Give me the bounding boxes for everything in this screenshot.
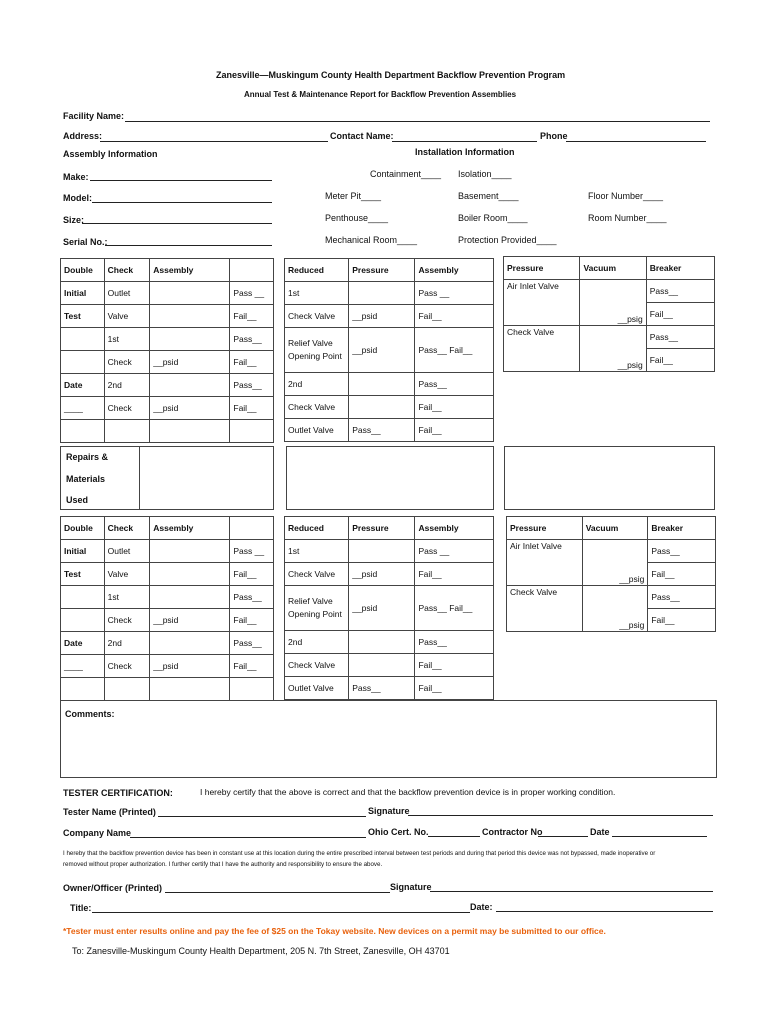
isolation-option[interactable]: Isolation____ [458, 169, 512, 179]
assembly-info-heading: Assembly Information [63, 149, 158, 159]
room-number-option[interactable]: Room Number____ [588, 213, 667, 223]
dc-2nd-psid[interactable]: __psid [150, 397, 230, 420]
pvb-check-pass[interactable]: Pass__ [646, 326, 714, 349]
owner-date-label: Date: [470, 902, 493, 912]
basement-option[interactable]: Basement____ [458, 191, 519, 201]
rp-2nd-pass[interactable]: Pass__ [415, 373, 494, 396]
rp2-1st-fail[interactable]: Fail__ [415, 563, 494, 586]
dc2-2nd-psid[interactable]: __psid [150, 655, 230, 678]
floor-number-option[interactable]: Floor Number____ [588, 191, 664, 201]
pvb-repairs-box[interactable] [504, 446, 715, 510]
dc2-1st-psid[interactable]: __psid [150, 609, 230, 632]
facility-name-field[interactable] [125, 121, 710, 122]
tester-name-label: Tester Name (Printed) [63, 807, 156, 817]
repairs-box[interactable] [60, 446, 274, 510]
comments-label: Comments: [65, 709, 115, 719]
reduced-pressure-table-1 [284, 258, 494, 442]
containment-option[interactable]: Containment____ [370, 169, 442, 179]
dc2-2nd-check: Check [104, 655, 150, 678]
rp2-1st-pass[interactable]: Pass __ [415, 540, 494, 563]
dc2-1st-fail[interactable]: Fail__ [230, 609, 274, 632]
rp2-outlet-valve: Outlet Valve [285, 677, 349, 700]
dc2-header-double: Double [61, 517, 105, 540]
pvb-header-vacuum: Vacuum [580, 257, 646, 280]
pvb-check-fail[interactable]: Fail__ [646, 349, 714, 372]
contractor-no-label: Contractor No [482, 827, 543, 837]
rp-outlet-fail[interactable]: Fail__ [415, 419, 494, 442]
rp-outlet-pass[interactable]: Pass__ [349, 419, 415, 442]
dc2-header-assembly: Assembly [150, 517, 230, 540]
protection-provided-option[interactable]: Protection Provided____ [458, 235, 557, 245]
double-check-table-2 [60, 516, 274, 701]
dc2-1st: 1st [104, 586, 150, 609]
dc2-date-field[interactable]: ____ [61, 655, 105, 678]
tester-certification-label: TESTER CERTIFICATION: [63, 788, 173, 798]
dc2-outlet-fail[interactable]: Fail__ [230, 563, 274, 586]
rp2-relief-psid[interactable]: __psid [349, 586, 415, 631]
rp-outlet-valve: Outlet Valve [285, 419, 349, 442]
pvb2-check-valve: Check Valve [507, 586, 583, 632]
pvb2-check-pass[interactable]: Pass__ [648, 586, 716, 609]
dc-valve-reading[interactable] [150, 305, 230, 328]
pvb-air-psig[interactable]: __psig [580, 280, 646, 326]
rp2-2nd: 2nd [285, 631, 349, 654]
address-label: Address: [63, 131, 103, 141]
dc-header-double: Double [61, 259, 105, 282]
notice-text: *Tester must enter results online and pay the fee of $25 on the Tokay website. New devices on a permit may be submitted to our office. [63, 926, 606, 936]
pvb2-header-breaker: Breaker [648, 517, 716, 540]
pvb-air-fail[interactable]: Fail__ [646, 303, 714, 326]
rp-1st-fail[interactable]: Fail__ [415, 305, 494, 328]
dc-2nd-fail[interactable]: Fail__ [230, 397, 274, 420]
dc-header-check: Check [104, 259, 150, 282]
fine-print-1: I hereby that the backflow prevention device has been in constant use at this location during the entire prescribed interval between test periods and during that period this device was not bypassed, made inoperative or [63, 850, 656, 857]
mail-to-address: To: Zanesville-Muskingum County Health Department, 205 N. 7th Street, Zanesville, OH 43701 [72, 946, 450, 956]
repairs-label-1: Repairs & [66, 452, 109, 462]
size-field[interactable] [82, 223, 272, 224]
dc2-outlet-pass[interactable]: Pass __ [230, 540, 274, 563]
rp2-check-psid[interactable]: __psid [349, 563, 415, 586]
dc-1st-psid[interactable]: __psid [150, 351, 230, 374]
rp-header-pressure: Pressure [349, 259, 415, 282]
rp-relief-pass-fail[interactable]: Pass__ Fail__ [415, 328, 494, 373]
title-label: Title: [70, 903, 92, 913]
rp2-outlet-pass[interactable]: Pass__ [349, 677, 415, 700]
owner-date-field[interactable] [496, 911, 713, 912]
fine-print-2: removed without proper authorization. I further certify that I have the authority and responsibility to ensure the above. [63, 861, 383, 868]
rp-relief-valve: Relief Valve Opening Point [285, 328, 349, 373]
ohio-cert-label: Ohio Cert. No. [368, 827, 429, 837]
cert-date-label: Date [590, 827, 610, 837]
pvb-header-breaker: Breaker [646, 257, 714, 280]
reduced-pressure-table-2 [284, 516, 494, 700]
dc-initial: Initial [61, 282, 105, 305]
dc-1st-check: Check [104, 351, 150, 374]
dc2-valve-reading[interactable] [150, 563, 230, 586]
tester-signature-field[interactable] [408, 815, 713, 816]
pvb2-check-psig[interactable]: __psig [582, 586, 648, 632]
pvb2-air-inlet: Air Inlet Valve [507, 540, 583, 586]
model-field[interactable] [92, 202, 272, 203]
company-name-label: Company Name [63, 828, 132, 838]
rp2-outlet-fail[interactable]: Fail__ [415, 677, 494, 700]
header-title: Zanesville—Muskingum County Health Department Backflow Prevention Program [216, 70, 566, 80]
rp2-header-assembly: Assembly [415, 517, 494, 540]
pvb2-header-vacuum: Vacuum [582, 517, 648, 540]
dc-outlet-pass[interactable]: Pass __ [230, 282, 274, 305]
rp2-header-reduced: Reduced [285, 517, 349, 540]
pvb-air-pass[interactable]: Pass__ [646, 280, 714, 303]
owner-signature-field[interactable] [430, 891, 713, 892]
rp-relief-psid[interactable]: __psid [349, 328, 415, 373]
tester-signature-label: Signature [368, 806, 410, 816]
company-name-field[interactable] [130, 837, 366, 838]
facility-name-label: Facility Name: [63, 111, 125, 121]
rp2-1st: 1st [285, 540, 349, 563]
certification-statement: I hereby certify that the above is correct and that the backflow prevention device is in proper working condition. [200, 787, 616, 797]
dc-outlet-fail[interactable]: Fail__ [230, 305, 274, 328]
dc-date-field[interactable]: ____ [61, 397, 105, 420]
size-label: Size: [63, 215, 85, 225]
dc-header-assembly: Assembly [150, 259, 230, 282]
dc2-1st-pass[interactable]: Pass__ [230, 586, 274, 609]
contractor-no-field[interactable] [538, 836, 588, 837]
rp2-2nd-fail[interactable]: Fail__ [415, 654, 494, 677]
rp2-header-pressure: Pressure [349, 517, 415, 540]
rp-2nd: 2nd [285, 373, 349, 396]
phone-field[interactable] [566, 141, 706, 142]
contact-name-field[interactable] [392, 141, 537, 142]
pvb-table-2 [506, 516, 716, 632]
dc-1st: 1st [104, 328, 150, 351]
rp2-relief-pass-fail[interactable]: Pass__ Fail__ [415, 586, 494, 631]
address-field[interactable] [100, 141, 328, 142]
dc-valve: Valve [104, 305, 150, 328]
dc2-2nd: 2nd [104, 632, 150, 655]
rp2-1st-reading[interactable] [349, 540, 415, 563]
pvb-check-psig[interactable]: __psig [580, 326, 646, 372]
pvb-header-pressure: Pressure [504, 257, 580, 280]
dc-2nd-check: Check [104, 397, 150, 420]
rp2-2nd-check-valve: Check Valve [285, 654, 349, 677]
rp-1st: 1st [285, 282, 349, 305]
installation-info-heading: Installation Information [415, 147, 515, 157]
dc2-header-check: Check [104, 517, 150, 540]
dc2-outlet: Outlet [104, 540, 150, 563]
make-field[interactable] [90, 180, 272, 181]
cert-date-field[interactable] [612, 836, 707, 837]
title-field[interactable] [92, 912, 470, 913]
pvb2-check-fail[interactable]: Fail__ [648, 609, 716, 632]
header-subtitle: Annual Test & Maintenance Report for Backflow Prevention Assemblies [244, 90, 517, 99]
dc2-test: Test [61, 563, 105, 586]
repairs-label-3: Used [66, 495, 89, 505]
dc2-valve: Valve [104, 563, 150, 586]
rp2-2nd-pass[interactable]: Pass__ [415, 631, 494, 654]
phone-label: Phone [540, 131, 568, 141]
dc2-date: Date [61, 632, 105, 655]
dc2-2nd-pass[interactable]: Pass__ [230, 632, 274, 655]
rp-2nd-check-valve: Check Valve [285, 396, 349, 419]
contact-name-label: Contact Name: [330, 131, 394, 141]
dc2-initial: Initial [61, 540, 105, 563]
dc2-outlet-reading[interactable] [150, 540, 230, 563]
rp-1st-reading[interactable] [349, 282, 415, 305]
make-label: Make: [63, 172, 89, 182]
owner-name-field[interactable] [165, 892, 390, 893]
double-check-table-1 [60, 258, 274, 443]
penthouse-option[interactable]: Penthouse____ [325, 213, 389, 223]
ohio-cert-field[interactable] [428, 836, 480, 837]
rp-header-assembly: Assembly [415, 259, 494, 282]
repairs-label-2: Materials [66, 474, 106, 484]
rp-header-reduced: Reduced [285, 259, 349, 282]
pvb-check-valve: Check Valve [504, 326, 580, 372]
rp-check-valve: Check Valve [285, 305, 349, 328]
rp-1st-pass[interactable]: Pass __ [415, 282, 494, 305]
serial-field[interactable] [105, 245, 272, 246]
rp-check-psid[interactable]: __psid [349, 305, 415, 328]
dc2-2nd-fail[interactable]: Fail__ [230, 655, 274, 678]
pvb2-air-pass[interactable]: Pass__ [648, 540, 716, 563]
dc2-1st-check: Check [104, 609, 150, 632]
dc-outlet: Outlet [104, 282, 150, 305]
pvb-air-inlet: Air Inlet Valve [504, 280, 580, 326]
pvb-table-1 [503, 256, 715, 372]
dc-1st-pass[interactable]: Pass__ [230, 328, 274, 351]
dc-2nd: 2nd [104, 374, 150, 397]
rp2-relief-valve: Relief Valve Opening Point [285, 586, 349, 631]
pvb2-air-fail[interactable]: Fail__ [648, 563, 716, 586]
rp2-check-valve: Check Valve [285, 563, 349, 586]
dc-test: Test [61, 305, 105, 328]
boiler-room-option[interactable]: Boiler Room____ [458, 213, 528, 223]
model-label: Model: [63, 193, 92, 203]
meter-pit-option[interactable]: Meter Pit____ [325, 191, 382, 201]
owner-signature-label: Signature [390, 882, 432, 892]
pvb2-header-pressure: Pressure [507, 517, 583, 540]
serial-label: Serial No.: [63, 237, 108, 247]
mechanical-room-option[interactable]: Mechanical Room____ [325, 235, 418, 245]
owner-name-label: Owner/Officer (Printed) [63, 883, 163, 893]
dc-date: Date [61, 374, 105, 397]
dc-outlet-reading[interactable] [150, 282, 230, 305]
dc-2nd-pass[interactable]: Pass__ [230, 374, 274, 397]
comments-box[interactable] [60, 700, 717, 778]
pvb2-air-psig[interactable]: __psig [582, 540, 648, 586]
rp-repairs-box[interactable] [286, 446, 494, 510]
dc-1st-fail[interactable]: Fail__ [230, 351, 274, 374]
rp-2nd-fail[interactable]: Fail__ [415, 396, 494, 419]
tester-name-field[interactable] [158, 816, 366, 817]
